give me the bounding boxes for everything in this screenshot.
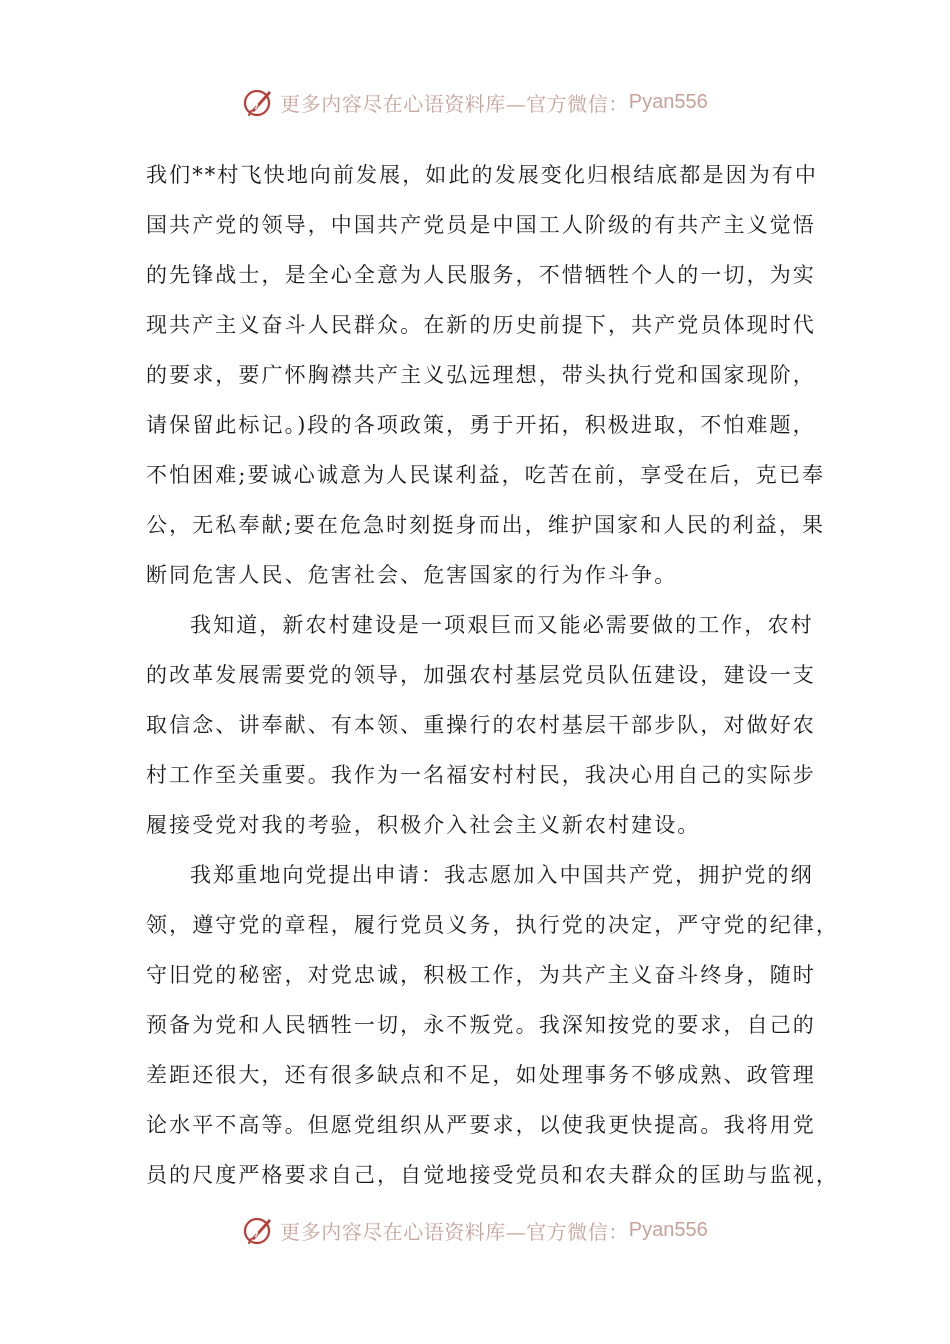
header-banner (0, 82, 950, 122)
text-line: 领，遵守党的章程，履行党员义务，执行党的决定，严守党的纪律， (146, 913, 839, 937)
text-line: 请保留此标记。)段的各项政策，勇于开拓，积极进取，不怕难题， (146, 413, 816, 437)
quill-logo-icon (242, 85, 276, 119)
text-line: 的改革发展需要党的领导，加强农村基层党员队伍建设，建设一支 (146, 663, 816, 687)
text-line: 履接受党对我的考验，积极介入社会主义新农村建设。 (146, 813, 701, 837)
wechat-id: Pyan556 (628, 90, 708, 113)
text-line: 取信念、讲奉献、有本领、重操行的农村基层干部步队，对做好农 (146, 713, 816, 737)
text-line: 论水平不高等。但愿党组织从严要求，以使我更快提高。我将用党 (146, 1113, 816, 1137)
footer-banner (0, 1210, 950, 1250)
text-line: 现共产主义奋斗人民群众。在新的历史前提下，共产党员体现时代 (146, 313, 816, 337)
text-line: 差距还很大，还有很多缺点和不足，如处理事务不够成熟、政管理 (146, 1063, 816, 1087)
text-line: 守旧党的秘密，对党忠诚，积极工作，为共产主义奋斗终身，随时 (146, 963, 816, 987)
paragraph-start-line: 我知道，新农村建设是一项艰巨而又能必需要做的工作，农村 (190, 613, 814, 637)
quill-logo-icon (242, 1213, 276, 1247)
text-line: 断同危害人民、危害社会、危害国家的行为作斗争。 (146, 563, 678, 587)
document-body (146, 150, 839, 1200)
banner-text: 更多内容尽在心语资料库—官方微信： (280, 91, 629, 116)
banner-text: 更多内容尽在心语资料库—官方微信： (280, 1219, 629, 1244)
text-line: 不怕困难;要诚心诚意为人民谋利益，吃苦在前，享受在后，克已奉 (146, 463, 826, 487)
text-line: 村工作至关重要。我作为一名福安村村民，我决心用自己的实际步 (146, 763, 816, 787)
wechat-id: Pyan556 (628, 1218, 708, 1241)
text-line: 国共产党的领导，中国共产党员是中国工人阶级的有共产主义觉悟 (146, 213, 816, 237)
text-line: 员的尺度严格要求自己，自觉地接受党员和农夫群众的匡助与监视， (146, 1163, 839, 1187)
text-line: 的要求，要广怀胸襟共产主义弘远理想，带头执行党和国家现阶， (146, 363, 816, 387)
text-line: 我们**村飞快地向前发展，如此的发展变化归根结底都是因为有中 (146, 163, 818, 187)
text-line: 的先锋战士，是全心全意为人民服务，不惜牺牲个人的一切，为实 (146, 263, 816, 287)
paragraph-start-line: 我郑重地向党提出申请：我志愿加入中国共产党，拥护党的纲 (190, 863, 814, 887)
text-line: 预备为党和人民牺牲一切，永不叛党。我深知按党的要求，自己的 (146, 1013, 816, 1037)
text-line: 公，无私奉献;要在危急时刻挺身而出，维护国家和人民的利益，果 (146, 513, 826, 537)
